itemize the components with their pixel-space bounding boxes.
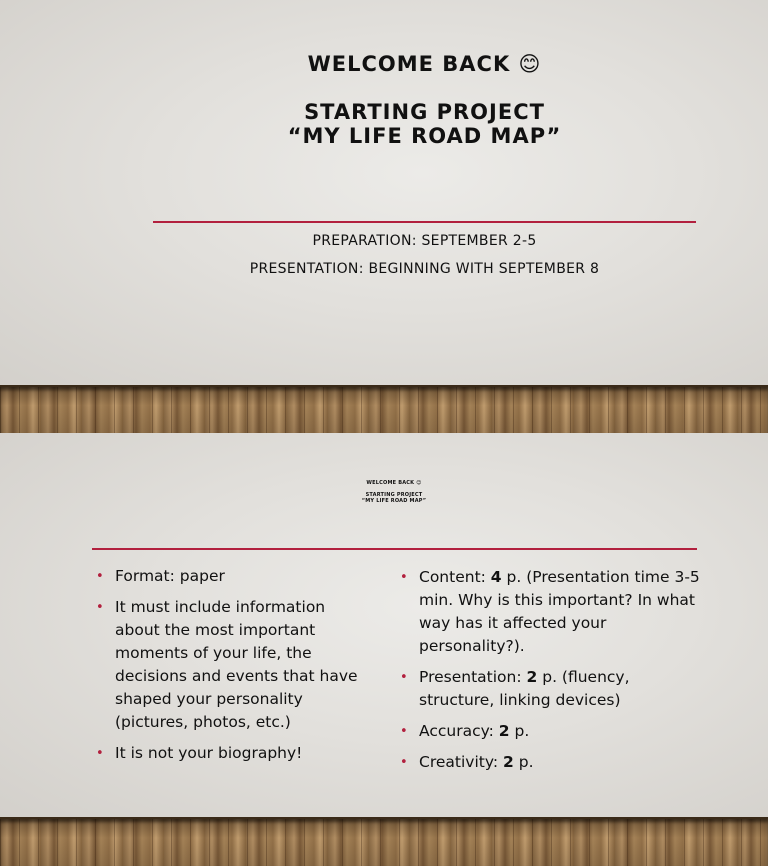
grading-list [400,566,700,782]
slide-1 [0,0,768,385]
presentation-dates: PRESENTATION: BEGINNING WITH SEPTEMBER 8 [249,261,600,277]
list-item-text: It is not your biography! [115,744,303,762]
criterion-label: Accuracy: [419,722,499,740]
criterion-detail: p. [513,753,534,771]
list-item [400,720,700,743]
bullet-icon: • [400,670,408,685]
criterion-label: Presentation: [419,668,527,686]
slide-1-divider [153,221,696,223]
bullet-icon: • [96,569,104,584]
list-item [96,742,366,765]
slide-2-mini-title-welcome [294,480,494,486]
requirements-list [96,565,366,773]
criterion-label: Content: [419,568,491,586]
list-item [96,565,366,588]
preparation-dates: PREPARATION: SEPTEMBER 2-5 [312,233,537,249]
bullet-icon: • [400,724,408,739]
slide-2-divider [92,548,697,550]
welcome-text: WELCOME BACK 😊 [307,52,542,76]
criterion-points: 2 [526,668,538,686]
bullet-icon: • [400,755,408,770]
criterion-detail: p. (Presentation time 3-5 min. Why is this important? In what way has it affected your personality?). [419,568,700,655]
wood-floor-2 [0,817,768,866]
mini-project-title-line-1: STARTING PROJECT [365,492,423,498]
bullet-icon: • [96,600,104,615]
list-item [400,666,700,712]
slide-2-mini-title-project [294,492,494,504]
mini-welcome-text: WELCOME BACK 😊 [366,480,422,486]
criterion-detail: p. [509,722,530,740]
list-item [400,751,700,774]
list-item-text: It must include information about the most important moments of your life, the decisions and events that have shaped your personality (pictures, photos, etc.) [115,598,358,731]
slide-1-title-welcome [153,52,696,76]
bullet-icon: • [96,746,104,761]
slide-1-title-project [153,100,696,148]
list-item-text: Format: paper [115,567,225,585]
wood-floor-1 [0,385,768,433]
project-title-line-2: “MY LIFE ROAD MAP” [287,124,562,148]
mini-project-title-line-2: “MY LIFE ROAD MAP” [361,498,427,504]
criterion-points: 4 [490,568,502,586]
criterion-label: Creativity: [419,753,504,771]
project-title-line-1: STARTING PROJECT [304,100,545,124]
criterion-points: 2 [503,753,514,771]
list-item [96,596,366,734]
criterion-detail: p. (fluency, structure, linking devices) [419,668,630,709]
criterion-points: 2 [498,722,510,740]
list-item [400,566,700,658]
bullet-icon: • [400,570,408,585]
